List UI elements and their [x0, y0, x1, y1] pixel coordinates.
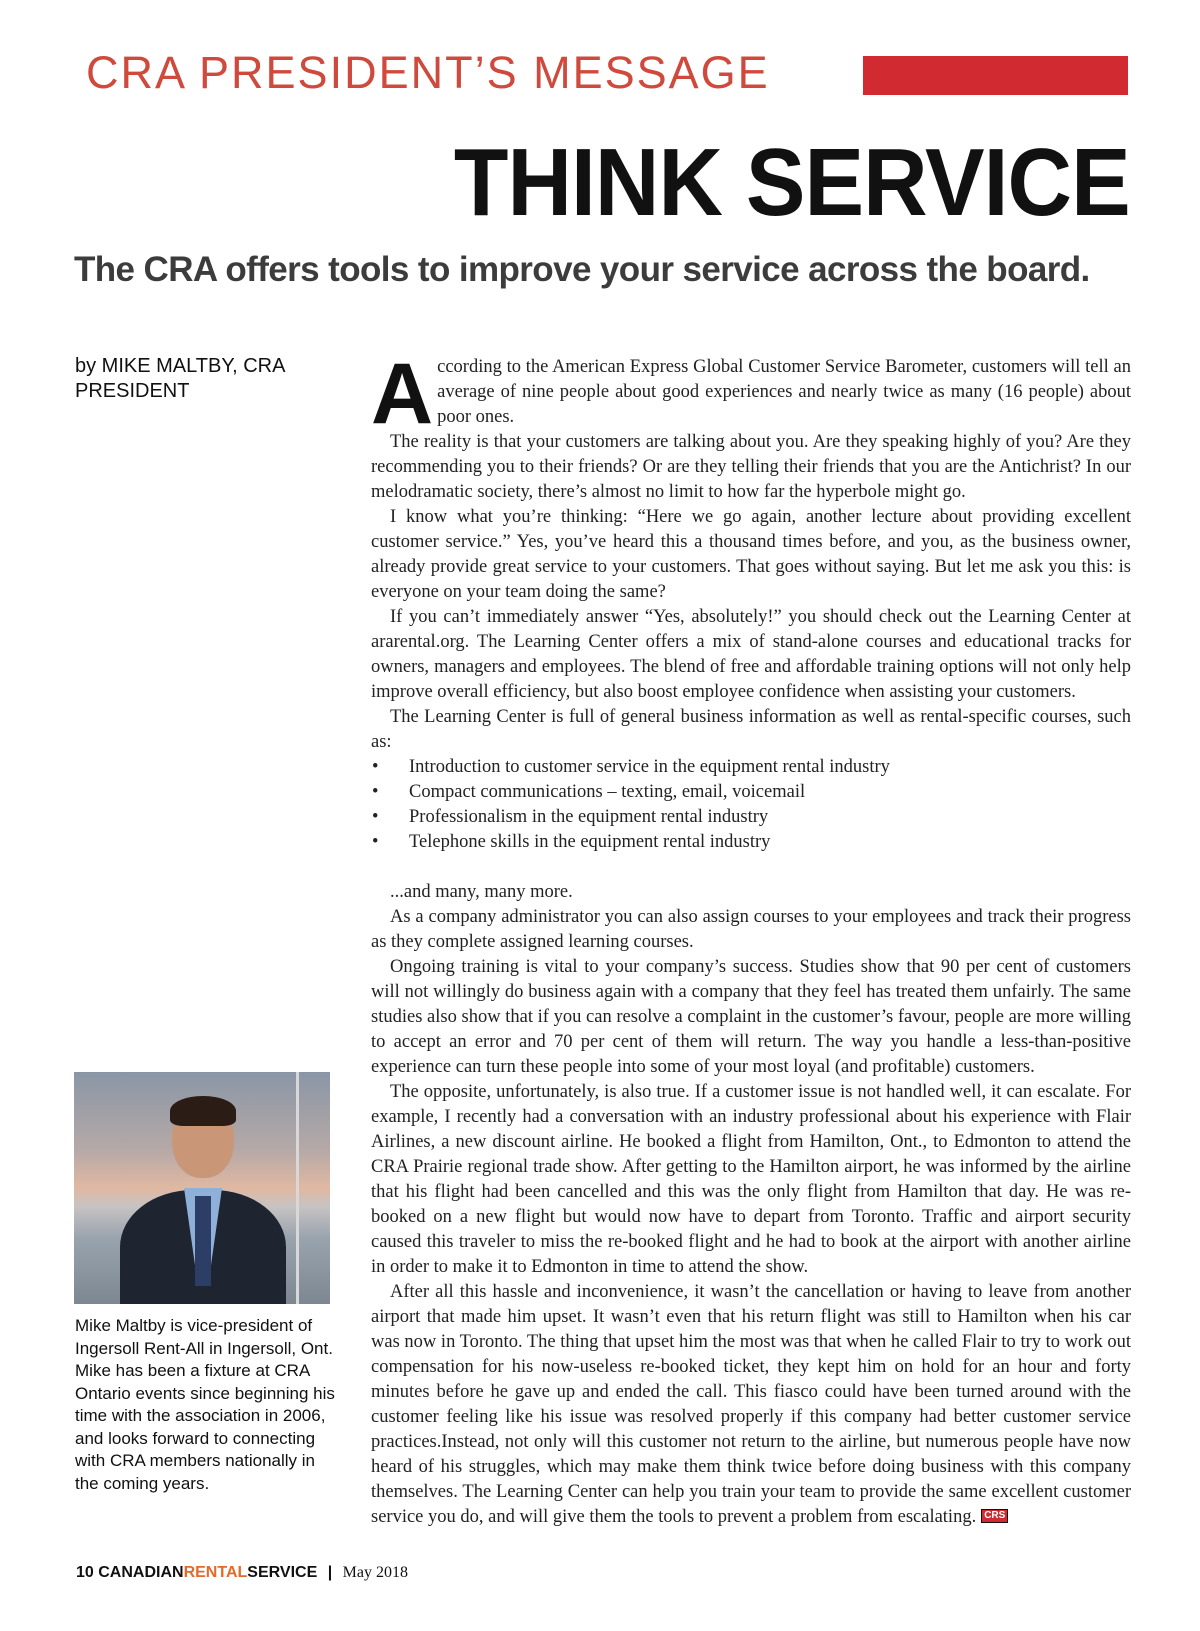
article-paragraph: If you can’t immediately answer “Yes, absolutely!” you should check out the Learning Center at ararental.org. The Learning Center offers a mix of stand-alone courses and educational tracks for owners, managers and employees. The blend of free and affordable training options will not only help improve overall efficiency, but also boost employee confidence when assisting your customers.: [371, 607, 1131, 702]
author-photo: [74, 1072, 330, 1304]
paragraph-text: After all this hassle and inconvenience, it wasn’t the cancellation or having to leave from another airport that made him upset. It wasn’t even that his return flight was still to Hamilton when his car was now in Toronto. The thing that upset him the most was that when he called Flair to try to work out compensation for his now-useless re-booked ticket, they kept him on hold for an hour and forty minutes before he gave up and ended the call. This fiasco could have been turned around with the customer feeling like his issue was resolved properly if this company had better customer service practices.Instead, not only will this customer not return to the airline, but numerous people have now heard of his struggles, which may make them think twice before doing business with this company themselves. The Learning Center can help you train your team to provide the same excellent customer service you do, and will give them the tools to prevent a problem from escalating.: [371, 1282, 1131, 1527]
list-item: • Compact communications – texting, email, voicemail: [371, 780, 1131, 805]
article-paragraph: I know what you’re thinking: “Here we go again, another lecture about providing excellent customer service.” Yes, you’ve heard this a thousand times before, and you, as the business owner, already provide great service to your customers. That goes without saying. But let me ask you this: is everyone on your team doing the same?: [371, 507, 1131, 602]
article-paragraph: ...and many, many more.: [390, 882, 573, 902]
magazine-name-part1: CANADIAN: [98, 1564, 184, 1581]
course-list: [371, 755, 1131, 855]
list-item: • Introduction to customer service in the equipment rental industry: [371, 755, 1131, 780]
list-spacer: [371, 855, 1131, 880]
headline: THINK SERVICE: [454, 129, 1130, 236]
paragraph-text: ccording to the American Express Global Customer Service Barometer, customers will tell an average of nine people about good experiences and nearly twice as many (16 people) about poor ones.: [437, 357, 1131, 427]
article-paragraph: As a company administrator you can also assign courses to your employees and track their progress as they complete assigned learning courses.: [371, 907, 1131, 952]
article-paragraph: The opposite, unfortunately, is also true. If a customer issue is not handled well, it can escalate. For example, I recently had a conversation with an industry professional about his experience with Flair Airlines, a new discount airline. He booked a flight from Hamilton, Ont., to Edmonton to attend the CRA Prairie regional trade show. After getting to the Hamilton airport, he was informed by the airline that his flight had been cancelled and this was the only flight from Hamilton that day. He was re-booked on a new flight but would now have to depart from Toronto. Traffic and airport security caused this traveler to miss the re-booked flight and he had to book at the airport with another airline in order to make it to Edmonton in time to attend the show.: [371, 1082, 1131, 1277]
issue-date: May 2018: [342, 1564, 408, 1581]
list-item: • Professionalism in the equipment rental industry: [371, 805, 1131, 830]
magazine-name-part2: RENTAL: [183, 1564, 248, 1581]
list-item: • Telephone skills in the equipment rental industry: [371, 830, 1131, 855]
article-body: [371, 346, 1131, 1530]
section-header: [86, 48, 1126, 98]
article-paragraph: The Learning Center is full of general business information as well as rental-specific courses, such as:: [371, 707, 1131, 752]
crs-end-mark: CRS: [981, 1509, 1008, 1523]
photo-person-hair: [170, 1096, 236, 1126]
page-number: 10: [76, 1564, 94, 1581]
article-paragraph: Ongoing training is vital to your company’s success. Studies show that 90 per cent of customers will not willingly do business again with a company that they feel has treated them unfairly. The same studies also show that if you can resolve a complaint in the customer’s favour, people are more willing to accept an error and 70 per cent of them will return. The way you handle a less-than-positive experience can turn these people into some of your most loyal (and profitable) customers.: [371, 957, 1131, 1077]
article-paragraph: The reality is that your customers are talking about you. Are they speaking highly of you? Are they recommending you to their friends? Or are they telling their friends that you are the Antichrist? In our melodramatic society, there’s almost no limit to how far the hyperbole might go.: [371, 432, 1131, 502]
photo-mast: [296, 1072, 299, 1304]
page-footer: [76, 1564, 408, 1582]
article-paragraph: [371, 346, 1131, 442]
magazine-name-part3: SERVICE: [247, 1564, 318, 1581]
subheadline: The CRA offers tools to improve your service across the board.: [74, 250, 1090, 289]
accent-bar: [863, 56, 1128, 95]
photo-caption: Mike Maltby is vice-president of Ingersoll Rent-All in Ingersoll, Ont. Mike has been a fixture at CRA Ontario events since beginning his time with the association in 2006, and looks forward to connecting with CRA members nationally in the coming years.: [75, 1316, 335, 1493]
footer-separator: |: [327, 1564, 333, 1581]
article-paragraph: [371, 1280, 1131, 1530]
section-title: CRA PRESIDENT’S MESSAGE: [86, 47, 770, 98]
byline: by MIKE MALTBY, CRA PRESIDENT: [75, 355, 285, 402]
photo-person-tie: [195, 1196, 211, 1286]
drop-cap: A: [371, 346, 434, 442]
